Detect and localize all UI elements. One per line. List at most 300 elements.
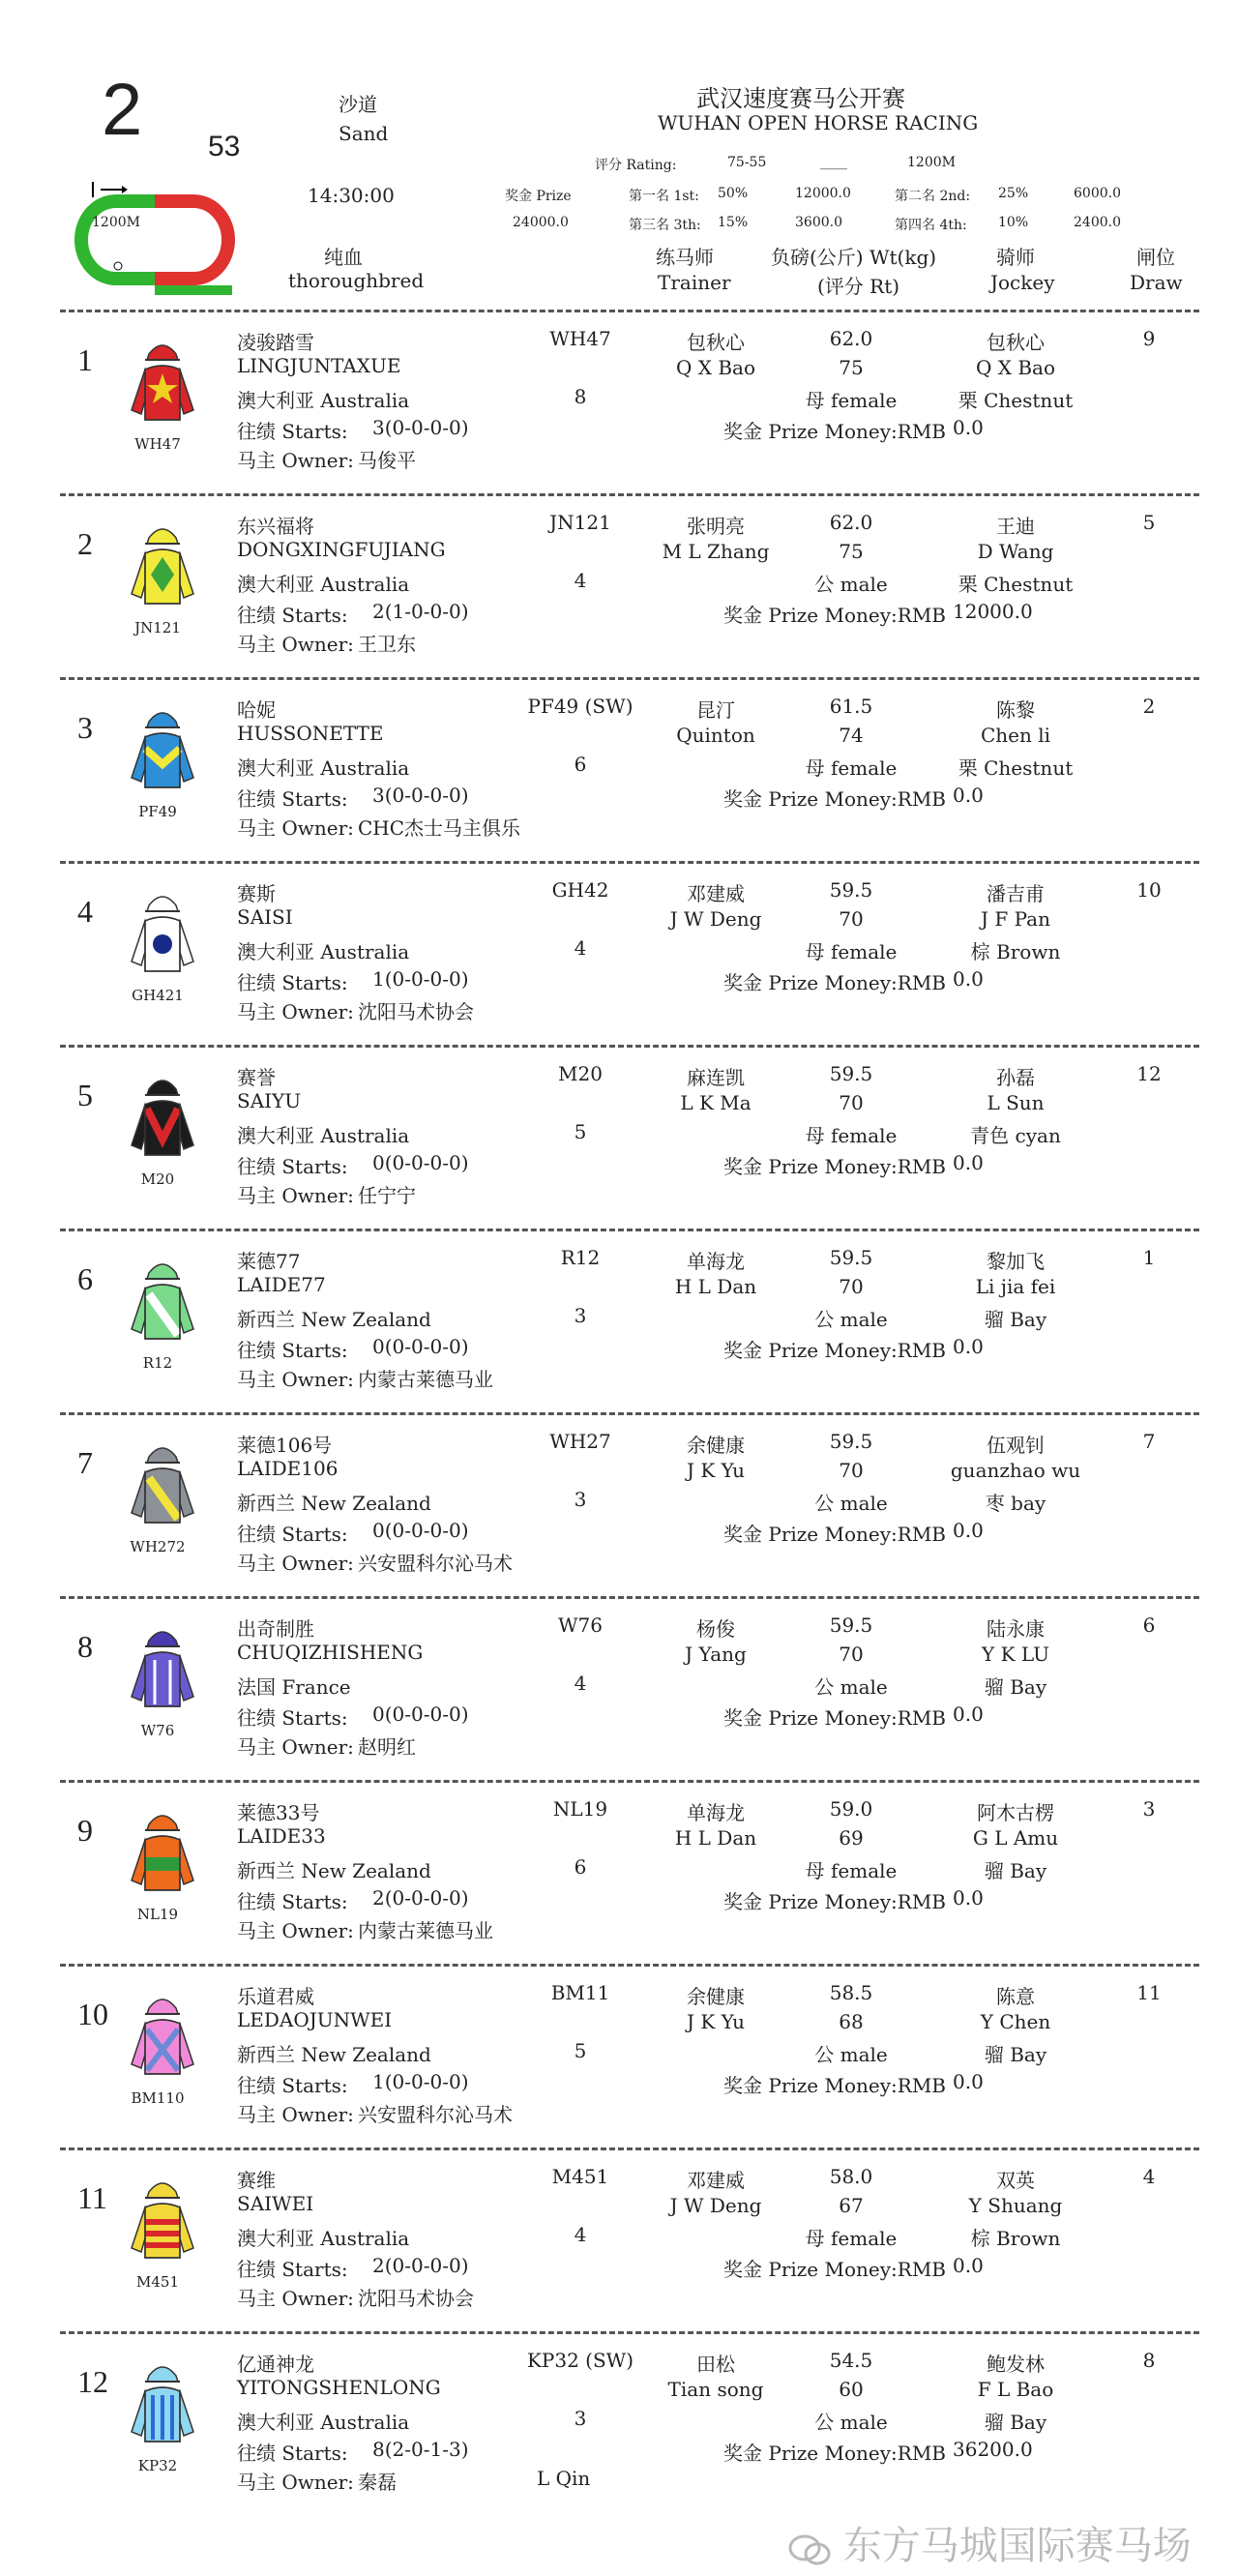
horse-name-en: SAIWEI (237, 2192, 314, 2215)
trainer-cn: 杨俊 (696, 1617, 735, 1641)
rating: 70 (839, 907, 864, 931)
starts-label: 往绩 Starts: (237, 2442, 348, 2465)
prize-money-value: 12000.0 (953, 600, 1033, 623)
draw: 2 (1142, 695, 1156, 718)
jockey-silk-icon (124, 1623, 201, 1716)
horse-name-en: SAIYU (237, 1089, 302, 1112)
horse-name-cn: 赛维 (237, 2169, 276, 2192)
entry-number: 11 (77, 2180, 107, 2215)
horse-country: 新西兰 New Zealand (237, 1308, 431, 1331)
jockey-cn: 双英 (996, 2169, 1035, 2192)
draw: 4 (1142, 2165, 1156, 2188)
prize-money-value: 0.0 (953, 1151, 984, 1174)
track-oval-icon (58, 174, 251, 300)
owner-value: 兴安盟科尔沁马术 (358, 1552, 513, 1575)
weight-head: 负磅(公斤) Wt(kg) (771, 246, 937, 269)
jockey-en: Y Shuang (968, 2194, 1063, 2217)
row-divider (60, 2147, 1199, 2150)
sex: 母 female (805, 2227, 898, 2250)
watermark-text: 东方马城国际赛马场 (842, 2524, 1192, 2568)
entry-number: 12 (77, 2364, 108, 2399)
draw: 9 (1142, 327, 1156, 350)
race-time: 14:30:00 (308, 184, 395, 207)
jockey-cn: 王迪 (996, 515, 1035, 538)
starts-label: 往绩 Starts: (237, 1339, 348, 1362)
horse-code: NL19 (552, 1797, 608, 1821)
rating-head: (评分 Rt) (817, 275, 900, 298)
jockey-silk-icon (124, 1439, 201, 1532)
rating: 69 (839, 1826, 864, 1850)
trainer-cn: 余健康 (687, 1985, 745, 2008)
starts-label: 往绩 Starts: (237, 420, 348, 443)
title-en: WUHAN OPEN HORSE RACING (658, 111, 979, 134)
p1-amt: 12000.0 (795, 186, 851, 201)
horse-name-cn: 赛誉 (237, 1066, 276, 1089)
list-item (0, 1238, 1238, 1422)
prize-money-label: 奖金 Prize Money:RMB (723, 604, 947, 627)
list-item (0, 1606, 1238, 1790)
silk-code: W76 (140, 1722, 175, 1739)
row-divider (60, 1780, 1199, 1783)
prize-money-value: 0.0 (953, 2070, 984, 2093)
sex: 公 male (814, 1675, 888, 1699)
p3-pct: 15% (718, 215, 749, 230)
horse-country: 澳大利亚 Australia (237, 756, 410, 780)
jockey-en: D Wang (977, 540, 1054, 563)
horse-country: 新西兰 New Zealand (237, 2043, 431, 2066)
starts-label: 往绩 Starts: (237, 2074, 348, 2097)
horse-color: 栗 Chestnut (958, 756, 1074, 780)
jockey-cn: 陈黎 (996, 698, 1035, 722)
trainer-head-cn: 练马师 (656, 246, 714, 269)
horse-name-en: LAIDE33 (237, 1824, 326, 1848)
row-divider (60, 677, 1199, 680)
horse-code: KP32 (SW) (526, 2349, 634, 2372)
trainer-en: J K Yu (686, 2010, 746, 2033)
jockey-cn: 陈意 (996, 1985, 1035, 2008)
owner-label: 马主 Owner: (237, 1368, 354, 1391)
prize-money-label: 奖金 Prize Money:RMB (723, 2258, 947, 2281)
horse-country: 澳大利亚 Australia (237, 940, 410, 963)
horse-age: 8 (574, 385, 587, 408)
jockey-en: Chen li (980, 724, 1051, 747)
p4-pct: 10% (998, 215, 1029, 230)
horse-code: PF49 (SW) (527, 695, 634, 718)
horse-name-en: LINGJUNTAXUE (237, 354, 401, 377)
horse-name-en: LEDAOJUNWEI (237, 2008, 393, 2031)
prize-money-value: 0.0 (953, 1703, 984, 1726)
jockey-silk-icon (124, 888, 201, 981)
owner-label: 马主 Owner: (237, 2287, 354, 2310)
p4-amt: 2400.0 (1074, 215, 1121, 230)
row-divider (60, 1412, 1199, 1415)
jockey-silk-icon (124, 1256, 201, 1348)
horse-age: 5 (574, 2039, 587, 2062)
entry-number: 8 (77, 1629, 93, 1664)
starts-value: 2(0-0-0-0) (372, 1886, 469, 1910)
weight: 62.0 (829, 511, 873, 534)
row-divider (60, 861, 1199, 864)
owner-value: 秦磊 (358, 2471, 397, 2494)
trainer-cn: 麻连凯 (687, 1066, 745, 1089)
jockey-cn: 陆永康 (987, 1617, 1045, 1641)
list-item (0, 871, 1238, 1054)
horse-color: 骝 Bay (984, 1675, 1047, 1699)
sex: 公 male (814, 573, 888, 596)
trainer-en: Quinton (676, 724, 755, 747)
horse-name-cn: 哈妮 (237, 698, 276, 722)
horse-color: 骝 Bay (984, 2411, 1047, 2434)
jockey-en: L Sun (987, 1091, 1045, 1114)
horse-name-cn: 莱德33号 (237, 1801, 320, 1824)
draw: 5 (1142, 511, 1156, 534)
silk-code: GH421 (132, 987, 184, 1004)
breed-en: thoroughbred (288, 269, 425, 292)
owner-extra: L Qin (537, 2467, 591, 2490)
horse-code: M20 (558, 1062, 603, 1085)
prize-money-label: 奖金 Prize Money:RMB (723, 1155, 947, 1178)
entry-number: 5 (77, 1078, 93, 1112)
list-item (0, 503, 1238, 687)
trainer-en: L K Ma (680, 1091, 752, 1114)
owner-label: 马主 Owner: (237, 449, 354, 472)
p1-label: 第一名 1st: (629, 189, 699, 204)
horse-age: 6 (574, 753, 587, 776)
horse-country: 澳大利亚 Australia (237, 389, 410, 412)
rating-label: 评分 Rating: (595, 158, 677, 173)
race-number: 2 (102, 69, 143, 151)
silk-code: M20 (140, 1170, 175, 1188)
horse-age: 3 (574, 1488, 587, 1511)
owner-value: 王卫东 (358, 633, 416, 656)
horse-country: 澳大利亚 Australia (237, 573, 410, 596)
p2-pct: 25% (998, 186, 1029, 201)
prize-money-value: 0.0 (953, 2254, 984, 2277)
sex: 母 female (805, 389, 898, 412)
trainer-en: H L Dan (674, 1826, 757, 1850)
owner-label: 马主 Owner: (237, 1735, 354, 1759)
rating: 75 (839, 540, 864, 563)
owner-value: 马俊平 (358, 449, 416, 472)
silk-code: NL19 (136, 1906, 179, 1923)
trainer-en: M L Zhang (662, 540, 770, 563)
prize-label: 奖金 Prize (505, 189, 572, 204)
prize-money-label: 奖金 Prize Money:RMB (723, 1523, 947, 1546)
row-divider (60, 493, 1199, 496)
silk-code: WH47 (134, 435, 181, 453)
horse-country: 澳大利亚 Australia (237, 1124, 410, 1147)
trainer-head-en: Trainer (658, 271, 731, 294)
rating: 70 (839, 1091, 864, 1114)
entry-number: 9 (77, 1813, 93, 1848)
trainer-cn: 包秋心 (687, 331, 745, 354)
horse-code: W76 (557, 1614, 604, 1637)
sex: 公 male (814, 2411, 888, 2434)
owner-value: CHC杰士马主俱乐 (358, 816, 521, 840)
race-code: 53 (208, 131, 241, 163)
owner-label: 马主 Owner: (237, 633, 354, 656)
jockey-en: Li jia fei (975, 1275, 1056, 1298)
draw-head-en: Draw (1130, 271, 1183, 294)
horse-name-cn: 亿通神龙 (237, 2353, 314, 2376)
starts-label: 往绩 Starts: (237, 787, 348, 811)
prize-money-label: 奖金 Prize Money:RMB (723, 787, 947, 811)
draw-head-cn: 闸位 (1136, 246, 1175, 269)
trainer-en: Tian song (667, 2378, 764, 2401)
silk-code: M451 (136, 2273, 179, 2291)
horse-color: 骝 Bay (984, 2043, 1047, 2066)
silk-code: JN121 (134, 619, 181, 637)
jockey-en: G L Amu (972, 1826, 1059, 1850)
track-label: 1200M (92, 215, 140, 230)
p3-amt: 3600.0 (795, 215, 842, 230)
surface-cn: 沙道 (339, 93, 377, 116)
horse-age: 6 (574, 1855, 587, 1879)
weight: 54.5 (829, 2349, 873, 2372)
trainer-en: J W Deng (669, 907, 762, 931)
weight: 58.0 (829, 2165, 873, 2188)
weight: 59.5 (829, 1430, 873, 1453)
jockey-silk-icon (124, 337, 201, 429)
owner-value: 内蒙古莱德马业 (358, 1919, 493, 1942)
horse-name-cn: 出奇制胜 (237, 1617, 314, 1641)
horse-age: 5 (574, 1120, 587, 1143)
list-item (0, 1973, 1238, 2157)
starts-value: 3(0-0-0-0) (372, 416, 469, 439)
starts-value: 1(0-0-0-0) (372, 967, 469, 991)
trainer-en: J K Yu (686, 1459, 746, 1482)
horse-color: 棕 Brown (970, 940, 1061, 963)
starts-label: 往绩 Starts: (237, 604, 348, 627)
prize-money-value: 0.0 (953, 784, 984, 807)
jockey-cn: 鲍发林 (987, 2353, 1045, 2376)
trainer-cn: 田松 (696, 2353, 735, 2376)
entry-number: 3 (77, 710, 93, 745)
prize-money-label: 奖金 Prize Money:RMB (723, 1339, 947, 1362)
draw: 1 (1142, 1246, 1156, 1269)
jockey-cn: 孙磊 (996, 1066, 1035, 1089)
starts-label: 往绩 Starts: (237, 971, 348, 994)
horse-age: 4 (574, 2223, 587, 2246)
jockey-cn: 伍观钊 (987, 1434, 1045, 1457)
weight: 58.5 (829, 1981, 873, 2004)
horse-code: GH42 (551, 878, 609, 902)
horse-name-cn: 赛斯 (237, 882, 276, 905)
starts-value: 3(0-0-0-0) (372, 784, 469, 807)
jockey-cn: 包秋心 (987, 331, 1045, 354)
silk-code: WH272 (130, 1538, 186, 1555)
starts-value: 2(0-0-0-0) (372, 2254, 469, 2277)
starts-label: 往绩 Starts: (237, 1706, 348, 1730)
trainer-cn: 单海龙 (687, 1250, 745, 1273)
breed-cn: 纯血 (324, 246, 363, 269)
owner-value: 任宁宁 (358, 1184, 416, 1207)
horse-name-en: CHUQIZHISHENG (237, 1641, 424, 1664)
prize-money-value: 0.0 (953, 1886, 984, 1910)
horse-country: 澳大利亚 Australia (237, 2227, 410, 2250)
draw: 6 (1142, 1614, 1156, 1637)
horse-color: 枣 bay (985, 1492, 1046, 1515)
jockey-silk-icon (124, 1072, 201, 1165)
list-item (0, 687, 1238, 871)
rating: 70 (839, 1459, 864, 1482)
starts-value: 8(2-0-1-3) (372, 2438, 469, 2461)
horse-name-cn: 莱德77 (237, 1250, 301, 1273)
weight: 59.0 (829, 1797, 873, 1821)
prize-money-value: 36200.0 (953, 2438, 1033, 2461)
sex: 母 female (805, 756, 898, 780)
horse-code: JN121 (549, 511, 611, 534)
horse-name-en: LAIDE106 (237, 1457, 339, 1480)
starts-label: 往绩 Starts: (237, 2258, 348, 2281)
weight: 61.5 (829, 695, 873, 718)
starts-label: 往绩 Starts: (237, 1155, 348, 1178)
trainer-cn: 单海龙 (687, 1801, 745, 1824)
title-cn: 武汉速度赛马公开赛 (696, 85, 905, 112)
horse-color: 青色 cyan (970, 1124, 1061, 1147)
horse-age: 3 (574, 1304, 587, 1327)
prize-money-label: 奖金 Prize Money:RMB (723, 420, 947, 443)
jockey-en: J F Pan (981, 907, 1050, 931)
entry-number: 7 (77, 1445, 93, 1480)
row-divider (60, 1045, 1199, 1048)
owner-label: 马主 Owner: (237, 1000, 354, 1023)
list-item (0, 1790, 1238, 1973)
sex: 公 male (814, 2043, 888, 2066)
draw: 11 (1136, 1981, 1162, 2004)
silk-code: KP32 (137, 2457, 178, 2474)
jockey-cn: 阿木古楞 (977, 1801, 1054, 1824)
weight: 62.0 (829, 327, 873, 350)
watermark (788, 2515, 1192, 2570)
horse-name-cn: 莱德106号 (237, 1434, 333, 1457)
jockey-silk-icon (124, 520, 201, 613)
horse-name-en: SAISI (237, 905, 293, 929)
sex: 公 male (814, 1492, 888, 1515)
row-divider (60, 1596, 1199, 1599)
draw: 7 (1142, 1430, 1156, 1453)
prize-money-label: 奖金 Prize Money:RMB (723, 1890, 947, 1913)
trainer-cn: 邓建威 (687, 2169, 745, 2192)
silk-code: R12 (142, 1354, 173, 1372)
prize-money-label: 奖金 Prize Money:RMB (723, 2442, 947, 2465)
horse-code: R12 (560, 1246, 601, 1269)
horse-color: 骝 Bay (984, 1859, 1047, 1882)
owner-label: 马主 Owner: (237, 1552, 354, 1575)
entry-number: 6 (77, 1261, 93, 1296)
horse-country: 法国 France (237, 1675, 351, 1699)
trainer-cn: 张明亮 (687, 515, 745, 538)
horse-name-cn: 东兴福将 (237, 515, 314, 538)
header-divider (60, 310, 1199, 312)
list-item (0, 319, 1238, 503)
sex: 母 female (805, 940, 898, 963)
owner-value: 赵明红 (358, 1735, 416, 1759)
prize-money-label: 奖金 Prize Money:RMB (723, 1706, 947, 1730)
draw: 10 (1136, 878, 1162, 902)
owner-label: 马主 Owner: (237, 2471, 354, 2494)
silk-code: PF49 (138, 803, 177, 820)
list-item (0, 1422, 1238, 1606)
sex: 母 female (805, 1859, 898, 1882)
list-item (0, 2157, 1238, 2341)
jockey-silk-icon (124, 704, 201, 797)
sex: 公 male (814, 1308, 888, 1331)
weight: 59.5 (829, 1246, 873, 1269)
rating: 74 (839, 724, 864, 747)
entry-number: 10 (77, 1997, 108, 2031)
starts-value: 0(0-0-0-0) (372, 1519, 469, 1542)
prize-money-value: 0.0 (953, 1519, 984, 1542)
jockey-silk-icon (124, 2358, 201, 2451)
jockey-head-cn: 骑师 (996, 246, 1035, 269)
starts-label: 往绩 Starts: (237, 1523, 348, 1546)
rating: 67 (839, 2194, 864, 2217)
jockey-en: Q X Bao (975, 356, 1056, 379)
horse-code: WH47 (549, 327, 611, 350)
owner-value: 沈阳马术协会 (358, 2287, 474, 2310)
jockey-cn: 黎加飞 (987, 1250, 1045, 1273)
rating: 68 (839, 2010, 864, 2033)
trainer-cn: 邓建威 (687, 882, 745, 905)
horse-country: 新西兰 New Zealand (237, 1859, 431, 1882)
weight: 59.5 (829, 878, 873, 902)
entry-number: 1 (77, 342, 93, 377)
list-item (0, 1054, 1238, 1238)
horse-name-en: HUSSONETTE (237, 722, 384, 745)
rating: 70 (839, 1275, 864, 1298)
jockey-en: Y Chen (980, 2010, 1051, 2033)
owner-label: 马主 Owner: (237, 1184, 354, 1207)
prize-money-label: 奖金 Prize Money:RMB (723, 971, 947, 994)
horse-code: BM11 (550, 1981, 610, 2004)
p1-pct: 50% (718, 186, 749, 201)
p4-label: 第四名 4th: (895, 218, 967, 233)
horse-name-en: LAIDE77 (237, 1273, 326, 1296)
trainer-cn: 余健康 (687, 1434, 745, 1457)
starts-value: 0(0-0-0-0) (372, 1335, 469, 1358)
horse-country: 澳大利亚 Australia (237, 2411, 410, 2434)
jockey-head-en: Jockey (990, 271, 1055, 294)
surface-en: Sand (339, 122, 389, 145)
p2-amt: 6000.0 (1074, 186, 1121, 201)
horse-color: 棕 Brown (970, 2227, 1061, 2250)
prize-money-label: 奖金 Prize Money:RMB (723, 2074, 947, 2097)
prize-money-value: 0.0 (953, 416, 984, 439)
silk-code: BM110 (131, 2089, 185, 2107)
draw: 8 (1142, 2349, 1156, 2372)
starts-value: 0(0-0-0-0) (372, 1151, 469, 1174)
starts-value: 0(0-0-0-0) (372, 1703, 469, 1726)
horse-code: M451 (551, 2165, 609, 2188)
draw: 3 (1142, 1797, 1156, 1821)
horse-name-cn: 凌骏踏雪 (237, 331, 314, 354)
trainer-en: H L Dan (674, 1275, 757, 1298)
starts-value: 2(1-0-0-0) (372, 600, 469, 623)
owner-label: 马主 Owner: (237, 816, 354, 840)
horse-age: 4 (574, 569, 587, 592)
weight: 59.5 (829, 1614, 873, 1637)
trainer-en: Q X Bao (675, 356, 756, 379)
distance: 1200M (907, 155, 956, 170)
starts-value: 1(0-0-0-0) (372, 2070, 469, 2093)
rating: 60 (839, 2378, 864, 2401)
draw: 12 (1136, 1062, 1162, 1085)
row-divider (60, 1229, 1199, 1231)
horse-country: 新西兰 New Zealand (237, 1492, 431, 1515)
horse-age: 4 (574, 1672, 587, 1695)
horse-color: 栗 Chestnut (958, 573, 1074, 596)
